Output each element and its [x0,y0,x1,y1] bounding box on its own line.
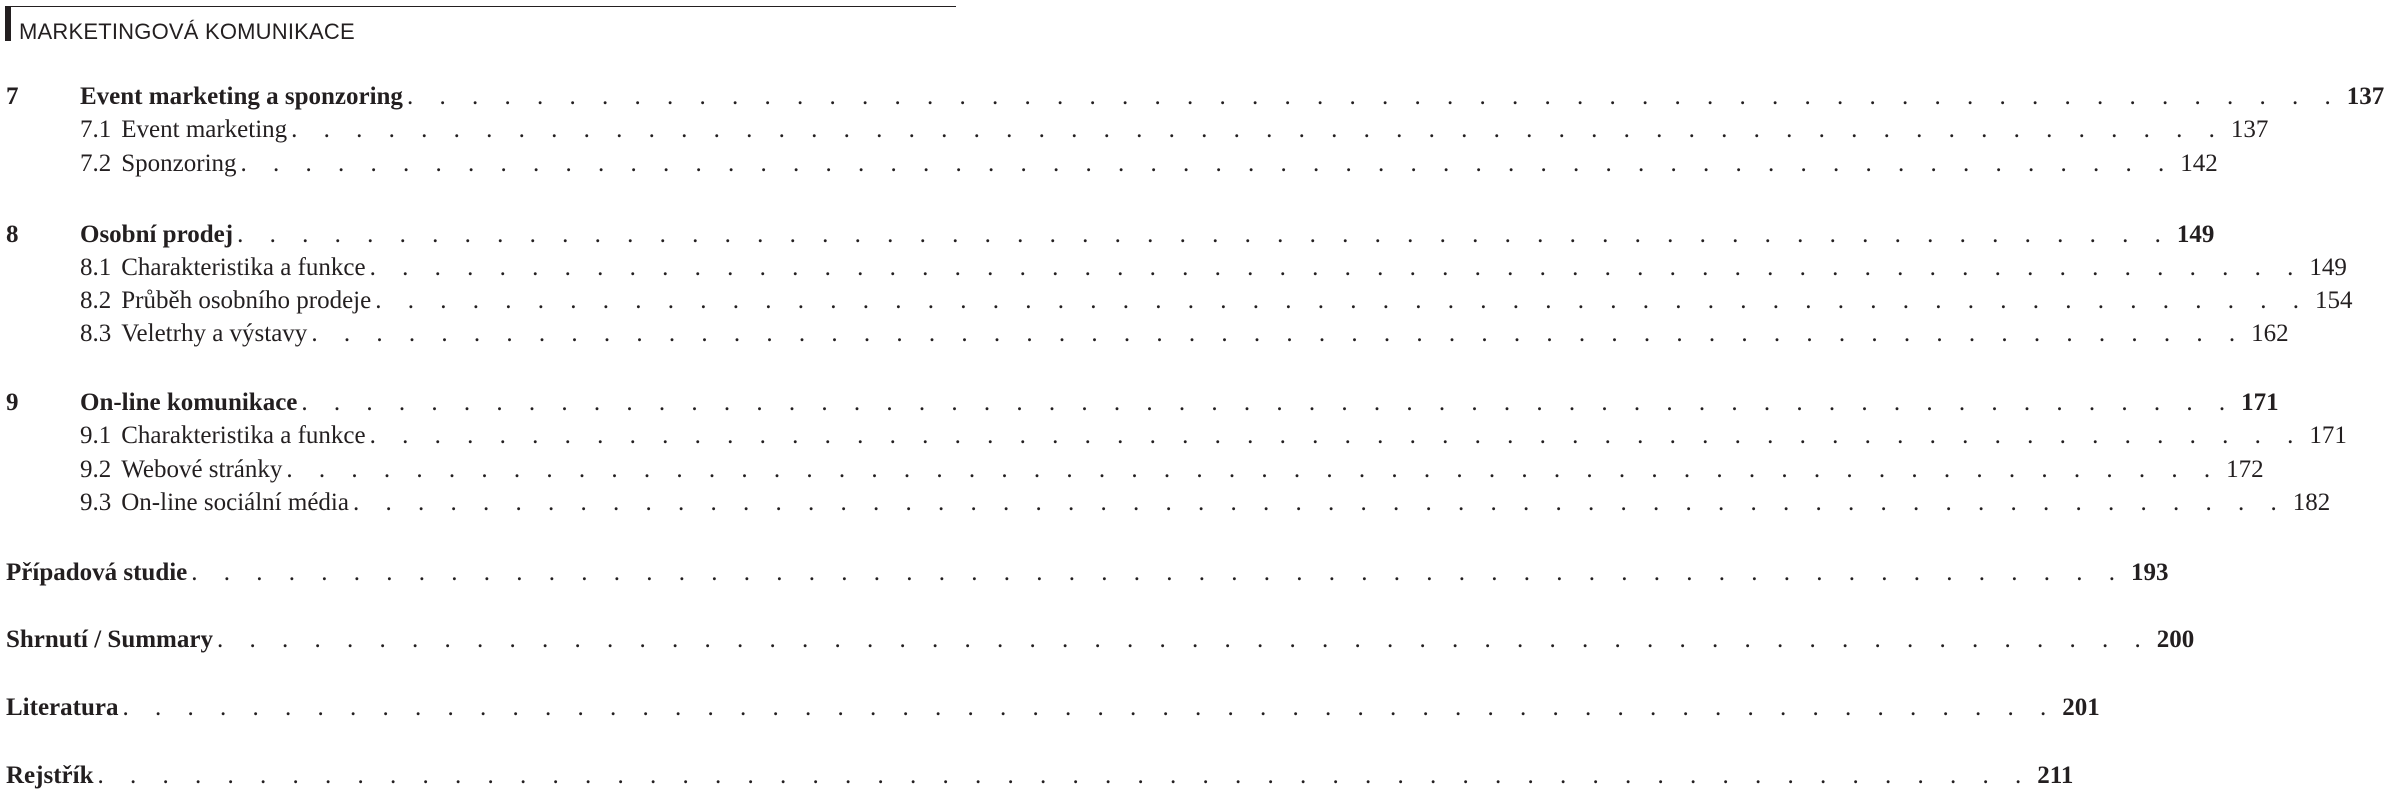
toc-index[interactable] [6,760,2074,792]
toc-leader: . . . . . . . . . . . . . . . . . . . . . . . . . . . . . . . . . . . . . . . . . . . . . . . . . . . . . . . . . . . . [369,422,2304,449]
toc-chapter-8[interactable] [6,219,2215,251]
toc-number: 9 [6,389,19,416]
toc-number: 7.1 [80,116,112,143]
toc-page: 171 [2241,389,2279,416]
toc-title: Osobní prodej [80,221,234,248]
toc-number: 8 [6,221,19,248]
toc-number: 9.3 [80,489,112,516]
toc-page: 142 [2180,150,2218,177]
toc-leader: . . . . . . . . . . . . . . . . . . . . . . . . . . . . . . . . . . . . . . . . . . . . . . . . . . . . . . . . . . . . [237,221,2171,248]
toc-case-study[interactable] [6,557,2169,589]
toc-title: Literatura [6,694,119,721]
toc-literature[interactable] [6,692,2100,724]
toc-section-9-2[interactable] [6,454,2264,486]
toc-page: 149 [2176,221,2215,248]
toc-section-9-3[interactable] [6,487,2331,519]
toc-leader: . . . . . . . . . . . . . . . . . . . . . . . . . . . . . . . . . . . . . . . . . . . . . . . . . . . . . . . . . . . . [97,762,2032,789]
toc-title: Případová studie [6,559,188,586]
toc-title: On-line sociální média [121,489,349,516]
toc-page: 193 [2131,559,2169,586]
toc-leader: . . . . . . . . . . . . . . . . . . . . . . . . . . . . . . . . . . . . . . . . . . . . . . . . . . . . . . . . . . . . [291,116,2225,143]
toc-leader: . . . . . . . . . . . . . . . . . . . . . . . . . . . . . . . . . . . . . . . . . . . . . . . . . . . . . . . . . . . . [301,389,2236,416]
toc-number: 9.2 [80,456,112,483]
toc-page: 201 [2062,694,2100,721]
toc-page: 211 [2037,762,2074,789]
toc-page: 162 [2251,320,2289,347]
toc-chapter-9[interactable] [6,387,2279,419]
toc-leader: . . . . . . . . . . . . . . . . . . . . . . . . . . . . . . . . . . . . . . . . . . . . . . . . . . . . . . . . . . . . [369,254,2304,281]
toc-title: Rejstřík [6,762,94,789]
toc-title: Charakteristika a funkce [121,422,366,449]
toc-title: Charakteristika a funkce [121,254,366,281]
toc-leader: . . . . . . . . . . . . . . . . . . . . . . . . . . . . . . . . . . . . . . . . . . . . . . . . . . . . . . . . . . . . [240,150,2175,177]
toc-leader: . . . . . . . . . . . . . . . . . . . . . . . . . . . . . . . . . . . . . . . . . . . . . . . . . . . . . . . . . . . . [191,559,2126,586]
toc-title: Průběh osobního prodeje [121,287,372,314]
toc-leader: . . . . . . . . . . . . . . . . . . . . . . . . . . . . . . . . . . . . . . . . . . . . . . . . . . . . . . . . . . . . [216,626,2151,653]
toc-chapter-7[interactable] [6,81,2384,113]
toc-title: Sponzoring [121,150,237,177]
toc-page: 137 [2346,83,2384,110]
toc-section-7-1[interactable] [6,114,2269,146]
toc-number: 9.1 [80,422,112,449]
toc-leader: . . . . . . . . . . . . . . . . . . . . . . . . . . . . . . . . . . . . . . . . . . . . . . . . . . . . . . . . . . . . [406,83,2341,110]
toc-leader: . . . . . . . . . . . . . . . . . . . . . . . . . . . . . . . . . . . . . . . . . . . . . . . . . . . . . . . . . . . . [286,456,2221,483]
toc-leader: . . . . . . . . . . . . . . . . . . . . . . . . . . . . . . . . . . . . . . . . . . . . . . . . . . . . . . . . . . . . [311,320,2246,347]
toc-number: 8.3 [80,320,112,347]
toc-number: 8.1 [80,254,112,281]
toc-page: 154 [2314,287,2353,314]
toc-title: Webové stránky [121,456,283,483]
toc-summary[interactable] [6,624,2195,656]
toc-title: Event marketing [121,116,288,143]
toc-section-8-2[interactable] [6,285,2353,317]
toc-leader: . . . . . . . . . . . . . . . . . . . . . . . . . . . . . . . . . . . . . . . . . . . . . . . . . . . . . . . . . . . . [375,287,2309,314]
toc-number: 7.2 [80,150,112,177]
header-title: MARKETINGOVÁ KOMUNIKACE [19,19,355,44]
toc-page: 200 [2156,626,2195,653]
toc-leader: . . . . . . . . . . . . . . . . . . . . . . . . . . . . . . . . . . . . . . . . . . . . . . . . . . . . . . . . . . . . [352,489,2287,516]
toc-number: 8.2 [80,287,112,314]
toc-section-9-1[interactable] [6,420,2347,452]
toc-page: 172 [2226,456,2264,483]
toc-page: 171 [2309,422,2347,449]
toc-number: 7 [6,83,19,110]
toc-title: Veletrhy a výstavy [121,320,308,347]
toc-section-8-1[interactable] [6,252,2347,284]
toc-title: Event marketing a sponzoring [80,83,403,110]
toc-title: Shrnutí / Summary [6,626,213,653]
toc-page: 182 [2292,489,2331,516]
toc-leader: . . . . . . . . . . . . . . . . . . . . . . . . . . . . . . . . . . . . . . . . . . . . . . . . . . . . . . . . . . . . [122,694,2057,721]
toc-title: On-line komunikace [80,389,298,416]
toc-page: 149 [2309,254,2347,281]
toc-section-8-3[interactable] [6,318,2289,350]
toc-page: 137 [2230,116,2269,143]
toc-section-7-2[interactable] [6,148,2218,180]
